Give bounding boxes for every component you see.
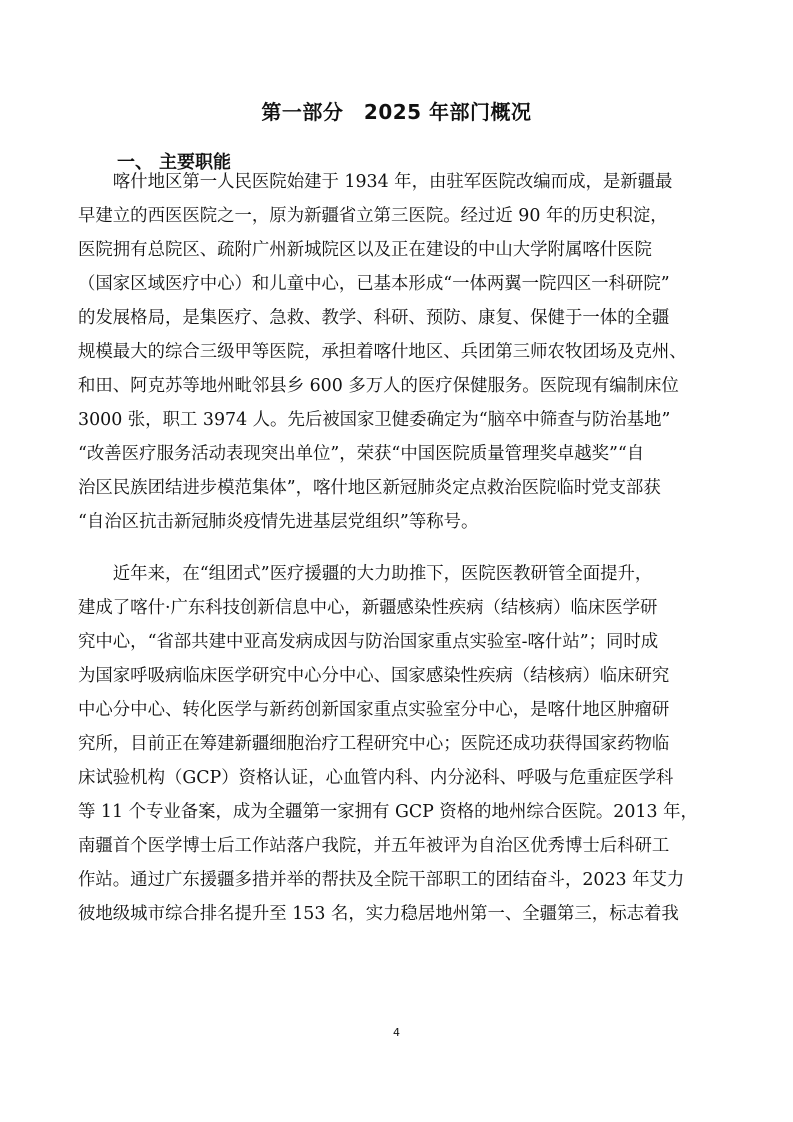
body-line: 究中心，“省部共建中亚高发病成因与防治国家重点实验室-喀什站”；同时成 [78,632,659,652]
body-line: 3000 张，职工 3974 人。先后被国家卫健委确定为“脑卒中筛查与防治基地” [78,410,671,430]
body-line: 作站。通过广东援疆多措并举的帮扶及全院干部职工的团结奋斗，2023 年艾力 [78,870,685,890]
page-title: 第一部分 2025 年部门概况 [261,100,532,124]
body-line: （国家区域医疗中心）和儿童中心，已基本形成“一体两翼一院四区一科研院” [78,274,670,294]
body-line: 南疆首个医学博士后工作站落户我院，并五年被评为自治区优秀博士后科研工 [78,836,670,856]
body-line: “改善医疗服务活动表现突出单位”，荣获“中国医院质量管理奖卓越奖”“自 [78,444,645,464]
section-number: 一、 [117,152,153,173]
body-line: 喀什地区第一人民医院始建于 1934 年，由驻军医院改编而成，是新疆最 [78,172,673,192]
body-line: 的发展格局，是集医疗、急救、教学、科研、预防、康复、保健于一体的全疆 [78,308,670,328]
body-line: 究所，目前正在筹建新疆细胞治疗工程研究中心；医院还成功获得国家药物临 [78,734,670,754]
body-line: 为国家呼吸病临床医学研究中心分中心、国家感染性疾病（结核病）临床研究 [78,666,670,686]
body-line: 近年来，在“组团式”医疗援疆的大力助推下，医院医教研管全面提升， [78,564,653,584]
section-title: 主要职能 [159,152,231,173]
body-line: 床试验机构（GCP）资格认证，心血管内科、内分泌科、呼吸与危重症医学科 [78,768,674,788]
body-line: 规模最大的综合三级甲等医院，承担着喀什地区、兵团第三师农牧团场及克州、 [78,342,687,362]
body-line: 早建立的西医医院之一，原为新疆省立第三医院。经过近 90 年的历史积淀， [78,206,668,226]
body-line: 彼地级城市综合排名提升至 153 名，实力稳居地州第一、全疆第三，标志着我 [78,904,679,924]
body-line: 和田、阿克苏等地州毗邻县乡 600 多万人的医疗保健服务。医院现有编制床位 [78,376,679,396]
page-number: 4 [393,1026,400,1039]
body-line: 建成了喀什·广东科技创新信息中心，新疆感染性疾病（结核病）临床医学研 [78,598,658,618]
body-line: “自治区抗击新冠肺炎疫情先进基层党组织”等称号。 [78,512,479,532]
body-line: 医院拥有总院区、疏附广州新城院区以及正在建设的中山大学附属喀什医院 [78,240,652,260]
body-line: 等 11 个专业备案，成为全疆第一家拥有 GCP 资格的地州综合医院。2013 年， [78,802,698,822]
body-line: 治区民族团结进步模范集体”，喀什地区新冠肺炎定点救治医院临时党支部获 [78,478,661,498]
body-line: 中心分中心、转化医学与新药创新国家重点实验室分中心，是喀什地区肿瘤研 [78,700,670,720]
